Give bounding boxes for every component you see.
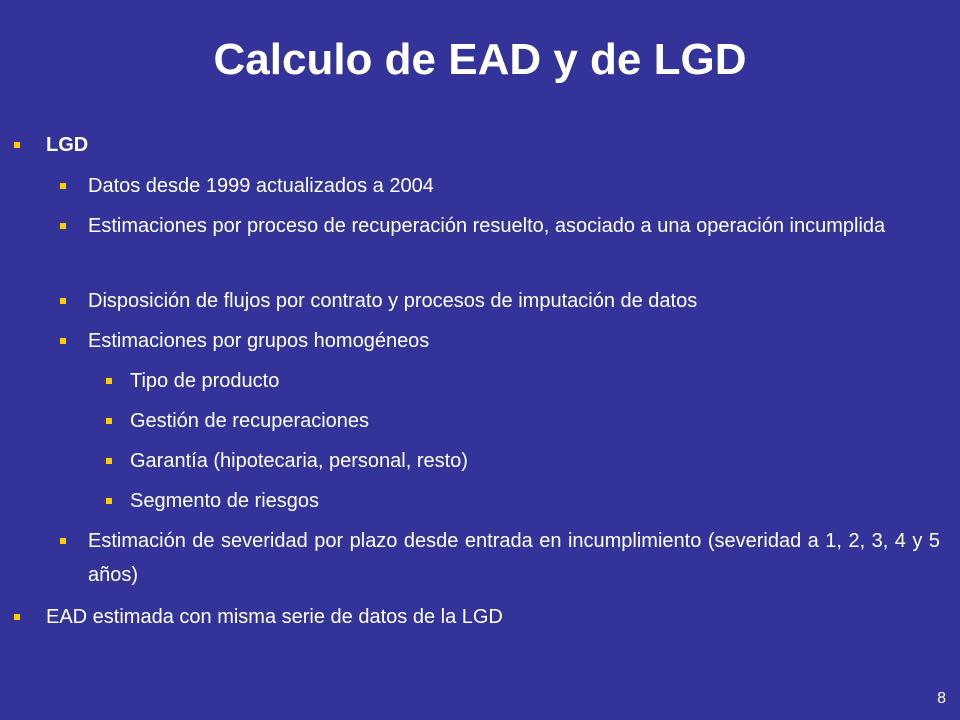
bullet-text: Garantía (hipotecaria, personal, resto) [130,450,468,472]
bullet-marker-icon [106,418,112,424]
bullet-text: Segmento de riesgos [130,490,320,512]
bullet-text: EAD estimada con misma serie de datos de la LGD [46,606,503,628]
bullet-marker-icon [60,538,66,544]
bullet-text: Tipo de producto [130,370,280,392]
bullet-marker-icon [14,614,20,620]
bullet-text: Gestión de recuperaciones [130,410,370,432]
bullet-text: Estimación de severidad por plazo desde entrada en incumplimiento (severidad a 1, 2, 3, 4 y 5 años) [88,530,940,586]
bullet-marker-icon [60,338,66,344]
bullet-text: LGD [46,134,89,156]
bullet-marker-icon [60,298,66,304]
page-number: 8 [937,690,946,707]
bullet-marker-icon [106,458,112,464]
bullet-marker-icon [60,183,66,189]
bullet-text: Estimaciones por grupos homogéneos [88,330,430,352]
bullet-text: Disposición de flujos por contrato y procesos de imputación de datos [88,290,698,312]
bullet-marker-icon [106,498,112,504]
bullet-text: Datos desde 1999 actualizados a 2004 [88,175,434,197]
bullet-text: Estimaciones por proceso de recuperación resuelto, asociado a una operación incumplida [88,215,886,237]
bullet-marker-icon [106,378,112,384]
slide-title: Calculo de EAD y de LGD [213,35,747,84]
bullet-marker-icon [14,142,20,148]
bullet-marker-icon [60,223,66,229]
